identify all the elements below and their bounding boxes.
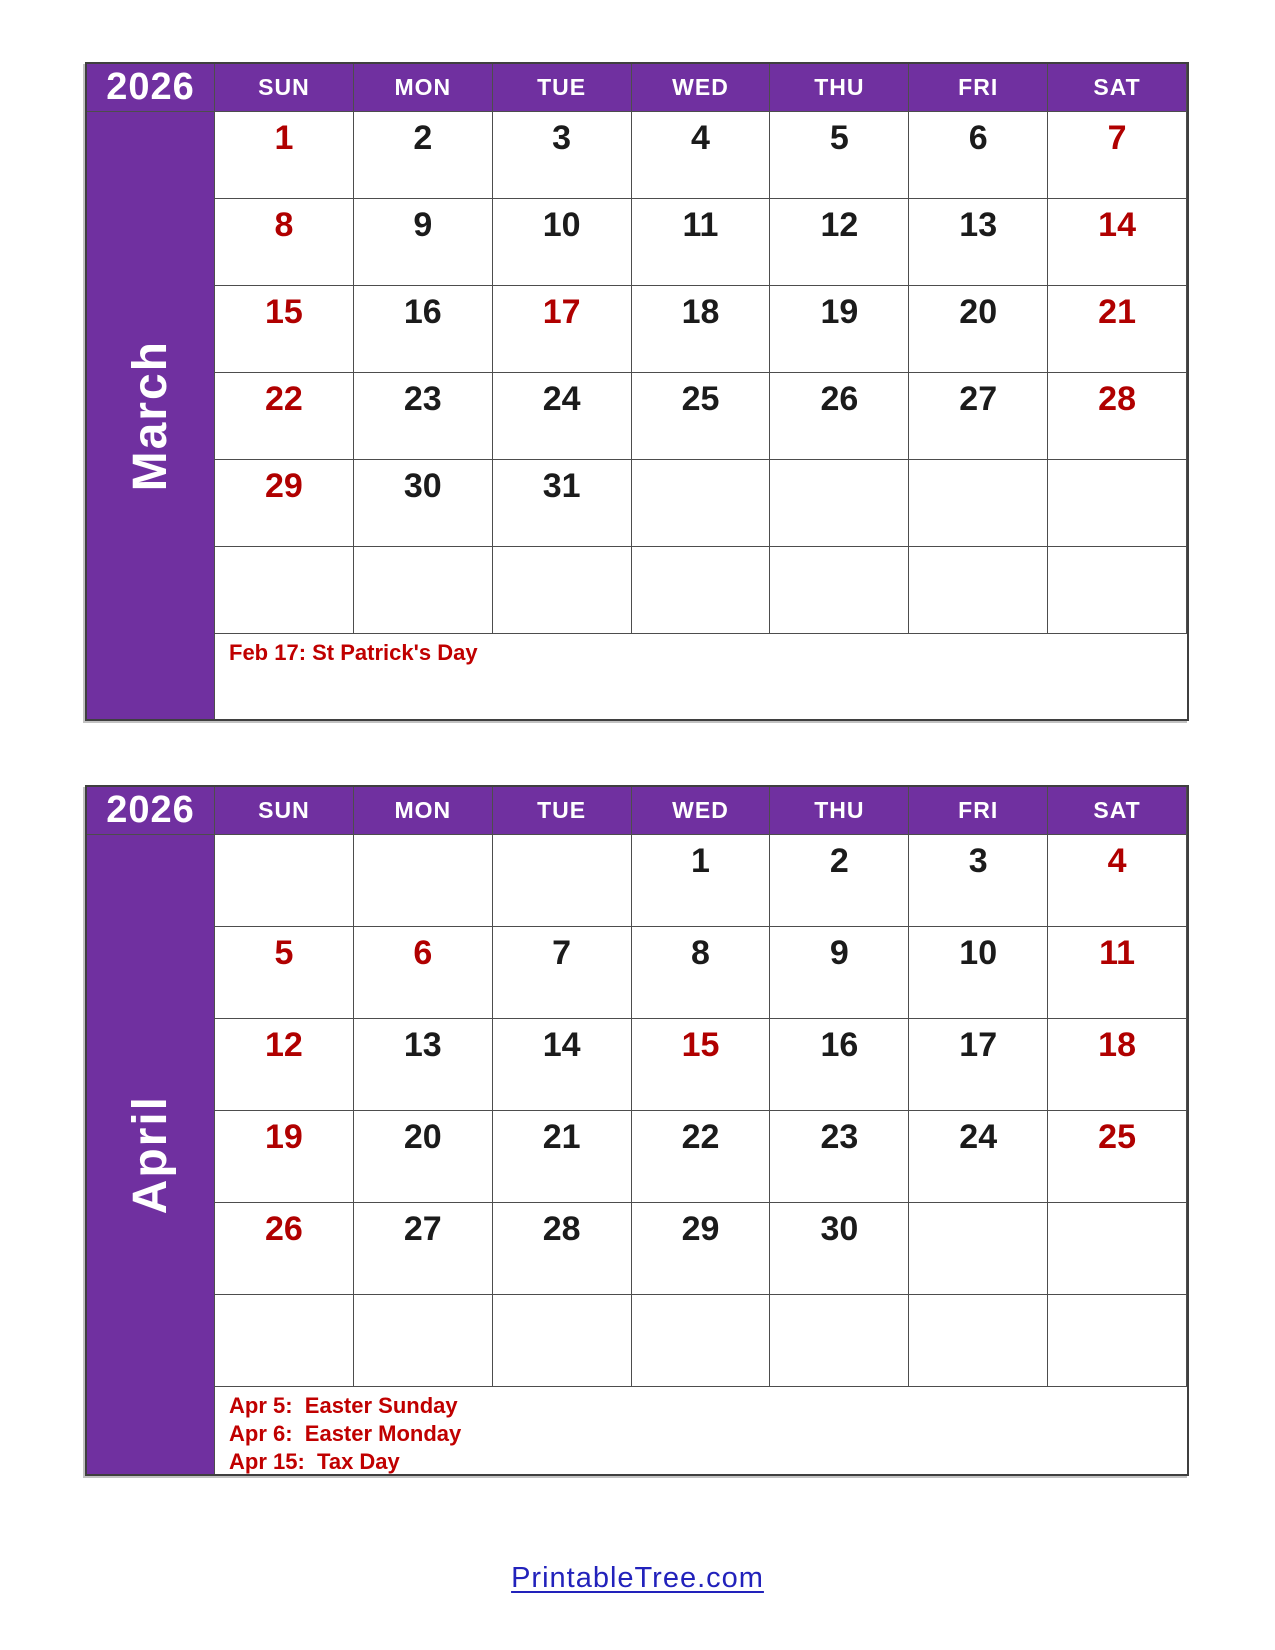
day-cell-13: 13	[909, 199, 1048, 286]
day-cell-11: 11	[1048, 927, 1187, 1019]
holiday-notes	[215, 634, 1187, 719]
day-header-sun: SUN	[215, 787, 354, 835]
day-cell-empty	[632, 460, 771, 547]
day-cell-2: 2	[770, 835, 909, 927]
day-cell-23: 23	[354, 373, 493, 460]
day-cell-29: 29	[632, 1203, 771, 1295]
day-cell-14: 14	[493, 1019, 632, 1111]
day-cell-21: 21	[1048, 286, 1187, 373]
day-cell-28: 28	[493, 1203, 632, 1295]
day-cell-30: 30	[354, 460, 493, 547]
day-cell-empty	[493, 1295, 632, 1387]
calendar-april	[85, 785, 1189, 1476]
day-cell-6: 6	[909, 112, 1048, 199]
day-header-mon: MON	[354, 64, 493, 112]
day-cell-28: 28	[1048, 373, 1187, 460]
year-label: 2026	[87, 787, 215, 835]
day-header-wed: WED	[632, 64, 771, 112]
day-cell-25: 25	[1048, 1111, 1187, 1203]
day-cell-empty	[1048, 460, 1187, 547]
day-header-thu: THU	[770, 787, 909, 835]
day-cell-20: 20	[354, 1111, 493, 1203]
day-cell-empty	[215, 1295, 354, 1387]
day-header-mon: MON	[354, 787, 493, 835]
note-line: Apr 5: Easter Sunday	[229, 1393, 458, 1418]
day-cell-15: 15	[215, 286, 354, 373]
day-cell-2: 2	[354, 112, 493, 199]
day-cell-3: 3	[493, 112, 632, 199]
day-cell-18: 18	[1048, 1019, 1187, 1111]
day-cell-23: 23	[770, 1111, 909, 1203]
day-cell-26: 26	[215, 1203, 354, 1295]
day-cell-12: 12	[770, 199, 909, 286]
calendar-march	[85, 62, 1189, 721]
day-cell-22: 22	[215, 373, 354, 460]
day-cell-empty	[215, 835, 354, 927]
day-cell-17: 17	[493, 286, 632, 373]
day-cell-empty	[909, 547, 1048, 634]
day-cell-empty	[909, 1295, 1048, 1387]
day-cell-17: 17	[909, 1019, 1048, 1111]
month-label: March	[124, 339, 177, 492]
day-cell-empty	[215, 547, 354, 634]
month-label: April	[124, 1094, 177, 1215]
day-cell-18: 18	[632, 286, 771, 373]
footer-link[interactable]: PrintableTree.com	[511, 1562, 764, 1594]
year-label: 2026	[87, 64, 215, 112]
day-cell-14: 14	[1048, 199, 1187, 286]
day-header-sat: SAT	[1048, 787, 1187, 835]
day-cell-24: 24	[493, 373, 632, 460]
day-cell-24: 24	[909, 1111, 1048, 1203]
day-cell-empty	[632, 547, 771, 634]
day-cell-empty	[632, 1295, 771, 1387]
day-cell-empty	[1048, 547, 1187, 634]
day-cell-5: 5	[215, 927, 354, 1019]
day-header-tue: TUE	[493, 64, 632, 112]
day-cell-empty	[1048, 1295, 1187, 1387]
day-cell-21: 21	[493, 1111, 632, 1203]
day-cell-13: 13	[354, 1019, 493, 1111]
day-header-fri: FRI	[909, 64, 1048, 112]
day-cell-25: 25	[632, 373, 771, 460]
day-cell-5: 5	[770, 112, 909, 199]
day-cell-9: 9	[354, 199, 493, 286]
day-cell-4: 4	[632, 112, 771, 199]
day-cell-empty	[770, 460, 909, 547]
day-cell-empty	[770, 547, 909, 634]
day-cell-19: 19	[215, 1111, 354, 1203]
day-cell-12: 12	[215, 1019, 354, 1111]
note-line: Apr 15: Tax Day	[229, 1449, 400, 1474]
day-cell-empty	[354, 1295, 493, 1387]
day-cell-9: 9	[770, 927, 909, 1019]
holiday-notes	[215, 1387, 1187, 1474]
day-cell-10: 10	[909, 927, 1048, 1019]
day-cell-27: 27	[909, 373, 1048, 460]
day-cell-empty	[493, 835, 632, 927]
day-cell-27: 27	[354, 1203, 493, 1295]
day-header-wed: WED	[632, 787, 771, 835]
day-cell-8: 8	[632, 927, 771, 1019]
day-cell-26: 26	[770, 373, 909, 460]
day-cell-30: 30	[770, 1203, 909, 1295]
day-header-thu: THU	[770, 64, 909, 112]
day-cell-8: 8	[215, 199, 354, 286]
day-cell-empty	[354, 835, 493, 927]
day-cell-1: 1	[215, 112, 354, 199]
day-cell-16: 16	[770, 1019, 909, 1111]
day-cell-16: 16	[354, 286, 493, 373]
day-header-sun: SUN	[215, 64, 354, 112]
day-header-sat: SAT	[1048, 64, 1187, 112]
day-cell-4: 4	[1048, 835, 1187, 927]
day-cell-empty	[909, 460, 1048, 547]
day-cell-empty	[493, 547, 632, 634]
day-cell-29: 29	[215, 460, 354, 547]
day-cell-10: 10	[493, 199, 632, 286]
day-cell-7: 7	[493, 927, 632, 1019]
note-line: Feb 17: St Patrick's Day	[229, 640, 478, 665]
day-cell-22: 22	[632, 1111, 771, 1203]
day-cell-empty	[770, 1295, 909, 1387]
day-cell-7: 7	[1048, 112, 1187, 199]
day-cell-3: 3	[909, 835, 1048, 927]
note-line: Apr 6: Easter Monday	[229, 1421, 462, 1446]
month-sidebar	[87, 112, 215, 719]
day-cell-31: 31	[493, 460, 632, 547]
month-sidebar	[87, 835, 215, 1474]
day-cell-11: 11	[632, 199, 771, 286]
day-header-tue: TUE	[493, 787, 632, 835]
day-cell-empty	[909, 1203, 1048, 1295]
day-cell-20: 20	[909, 286, 1048, 373]
day-cell-empty	[1048, 1203, 1187, 1295]
day-cell-empty	[354, 547, 493, 634]
footer	[0, 1562, 1275, 1595]
day-header-fri: FRI	[909, 787, 1048, 835]
day-cell-15: 15	[632, 1019, 771, 1111]
day-cell-6: 6	[354, 927, 493, 1019]
day-cell-1: 1	[632, 835, 771, 927]
day-cell-19: 19	[770, 286, 909, 373]
